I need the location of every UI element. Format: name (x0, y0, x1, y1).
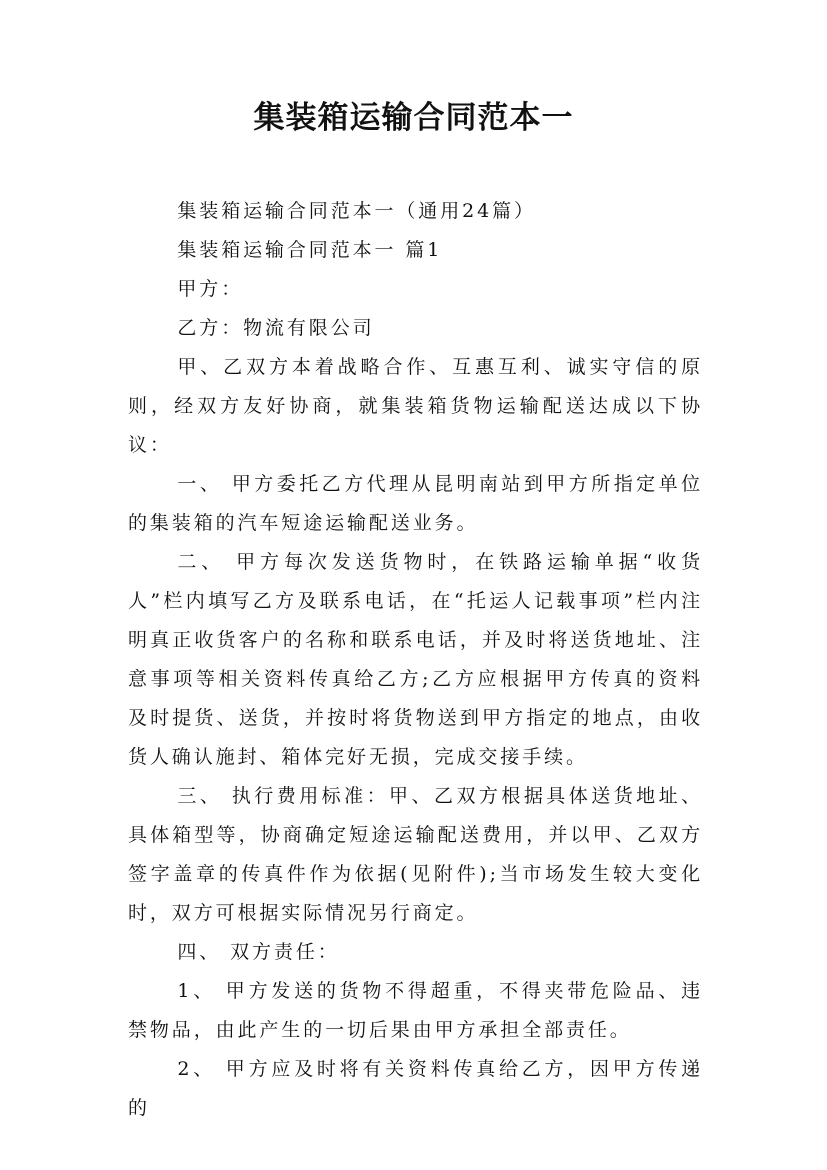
paragraph-preamble: 甲、乙双方本着战略合作、互惠互利、诚实守信的原则，经双方友好协商，就集装箱货物运输配送达成以下协议： (128, 356, 703, 456)
paragraph-responsibility-1: 1、 甲方发送的货物不得超重，不得夹带危险品、违禁物品，由此产生的一切后果由甲方承担全部责任。 (128, 980, 703, 1041)
paragraph-clause-4: 四、 双方责任： (177, 941, 340, 963)
paragraph-clause-3: 三、 执行费用标准：甲、乙双方根据具体送货地址、具体箱型等，协商确定短途运输配送费用，并以甲、乙双方签字盖章的传真件作为依据(见附件);当市场发生较大变化时，双方可根据实际情况另行商定。 (128, 785, 703, 924)
paragraph-clause-2: 二、 甲方每次发送货物时，在铁路运输单据“收货人”栏内填写乙方及联系电话，在“托运人记载事项”栏内注明真正收货客户的名称和联系电话，并及时将送货地址、注意事项等相关资料传真给乙方;乙方应根据甲方传真的资料及时提货、送货，并按时将货物送到甲方指定的地点，由收货人确认施封、箱体完好无损，完成交接手续。 (128, 551, 703, 768)
paragraph-clause-1: 一、 甲方委托乙方代理从昆明南站到甲方所指定单位的集装箱的汽车短途运输配送业务。 (128, 473, 703, 534)
document-body (128, 192, 703, 1128)
document-title: 集装箱运输合同范本一 (253, 100, 574, 136)
paragraph-responsibility-2: 2、 甲方应及时将有关资料传真给乙方，因甲方传递的 (128, 1058, 703, 1119)
paragraph-subtitle: 集装箱运输合同范本一（通用24篇） (177, 200, 536, 222)
paragraph-section-heading: 集装箱运输合同范本一 篇1 (177, 239, 443, 261)
paragraph-party-b: 乙方：物流有限公司 (177, 317, 375, 339)
paragraph-party-a: 甲方： (177, 278, 244, 300)
